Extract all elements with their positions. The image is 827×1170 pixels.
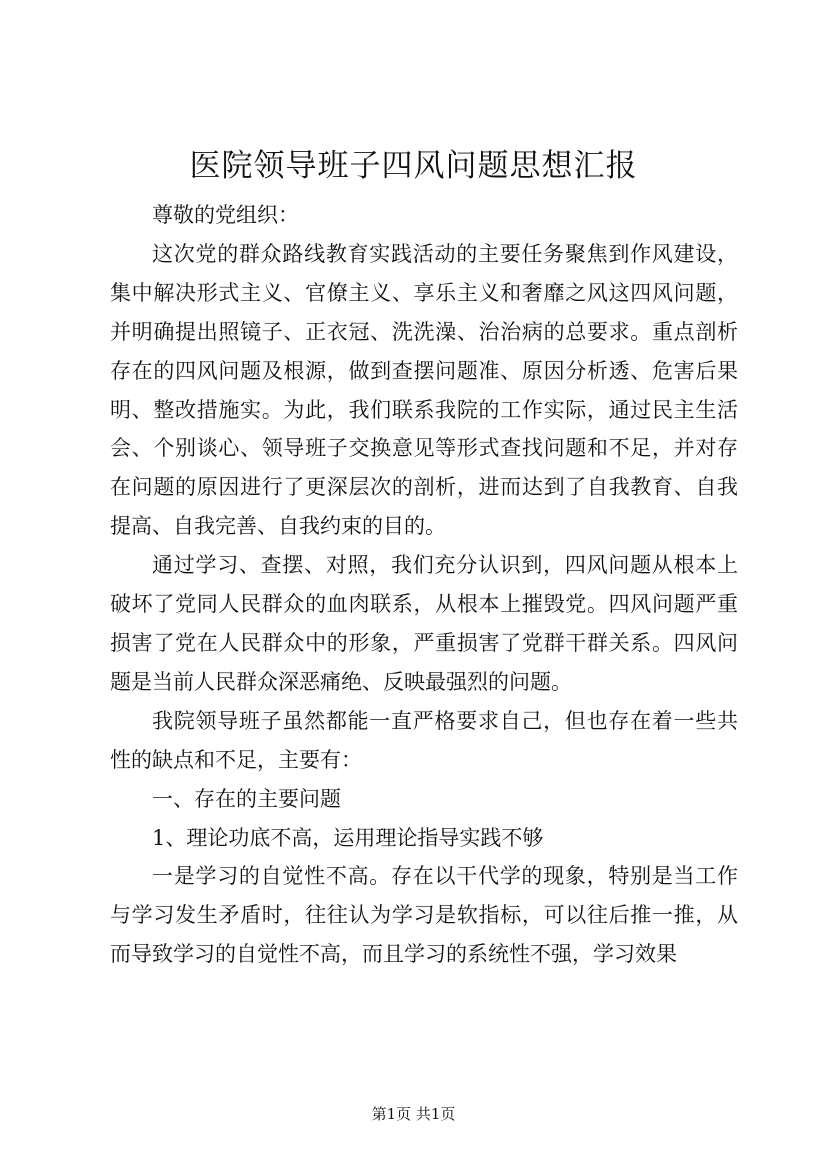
paragraph-recognition: 通过学习、查摆、对照，我们充分认识到，四风问题从根本上破坏了党同人民群众的血肉联系，从根本上摧毁党。四风问题严重损害了党在人民群众中的形象，严重损害了党群干群关系。四风问题是当前人民群众深恶痛绝、反映最强烈的问题。 [110, 553, 738, 694]
page-footer: 第1页 共1页 [371, 1105, 456, 1123]
subsection-heading-theory: 1、理论功底不高，运用理论指导实践不够 [152, 825, 544, 850]
section-heading-main-problems: 一、存在的主要问题 [152, 786, 341, 811]
paragraph-shortcomings: 我院领导班子虽然都能一直严格要求自己，但也存在着一些共性的缺点和不足，主要有： [110, 708, 738, 772]
salutation: 尊敬的党组织： [152, 203, 299, 227]
document-title: 医院领导班子四风问题思想汇报 [189, 148, 638, 184]
paragraph-intro: 这次党的群众路线教育实践活动的主要任务聚焦到作风建设，集中解决形式主义、官僚主义、享乐主义和奢靡之风这四风问题，并明确提出照镜子、正衣冠、洗洗澡、治治病的总要求。重点剖析存在的四风问题及根源，做到查摆问题准、原因分析透、危害后果明、整改措施实。为此，我们联系我院的工作实际，通过民主生活会、个别谈心、领导班子交换意见等形式查找问题和不足，并对存在问题的原因进行了更深层次的剖析，进而达到了自我教育、自我提高、自我完善、自我约束的目的。 [110, 241, 738, 539]
paragraph-learning: 一是学习的自觉性不高。存在以干代学的现象，特别是当工作与学习发生矛盾时，往往认为学习是软指标，可以往后推一推，从而导致学习的自觉性不高，而且学习的系统性不强，学习效果 [110, 864, 738, 967]
document-body [110, 196, 738, 974]
